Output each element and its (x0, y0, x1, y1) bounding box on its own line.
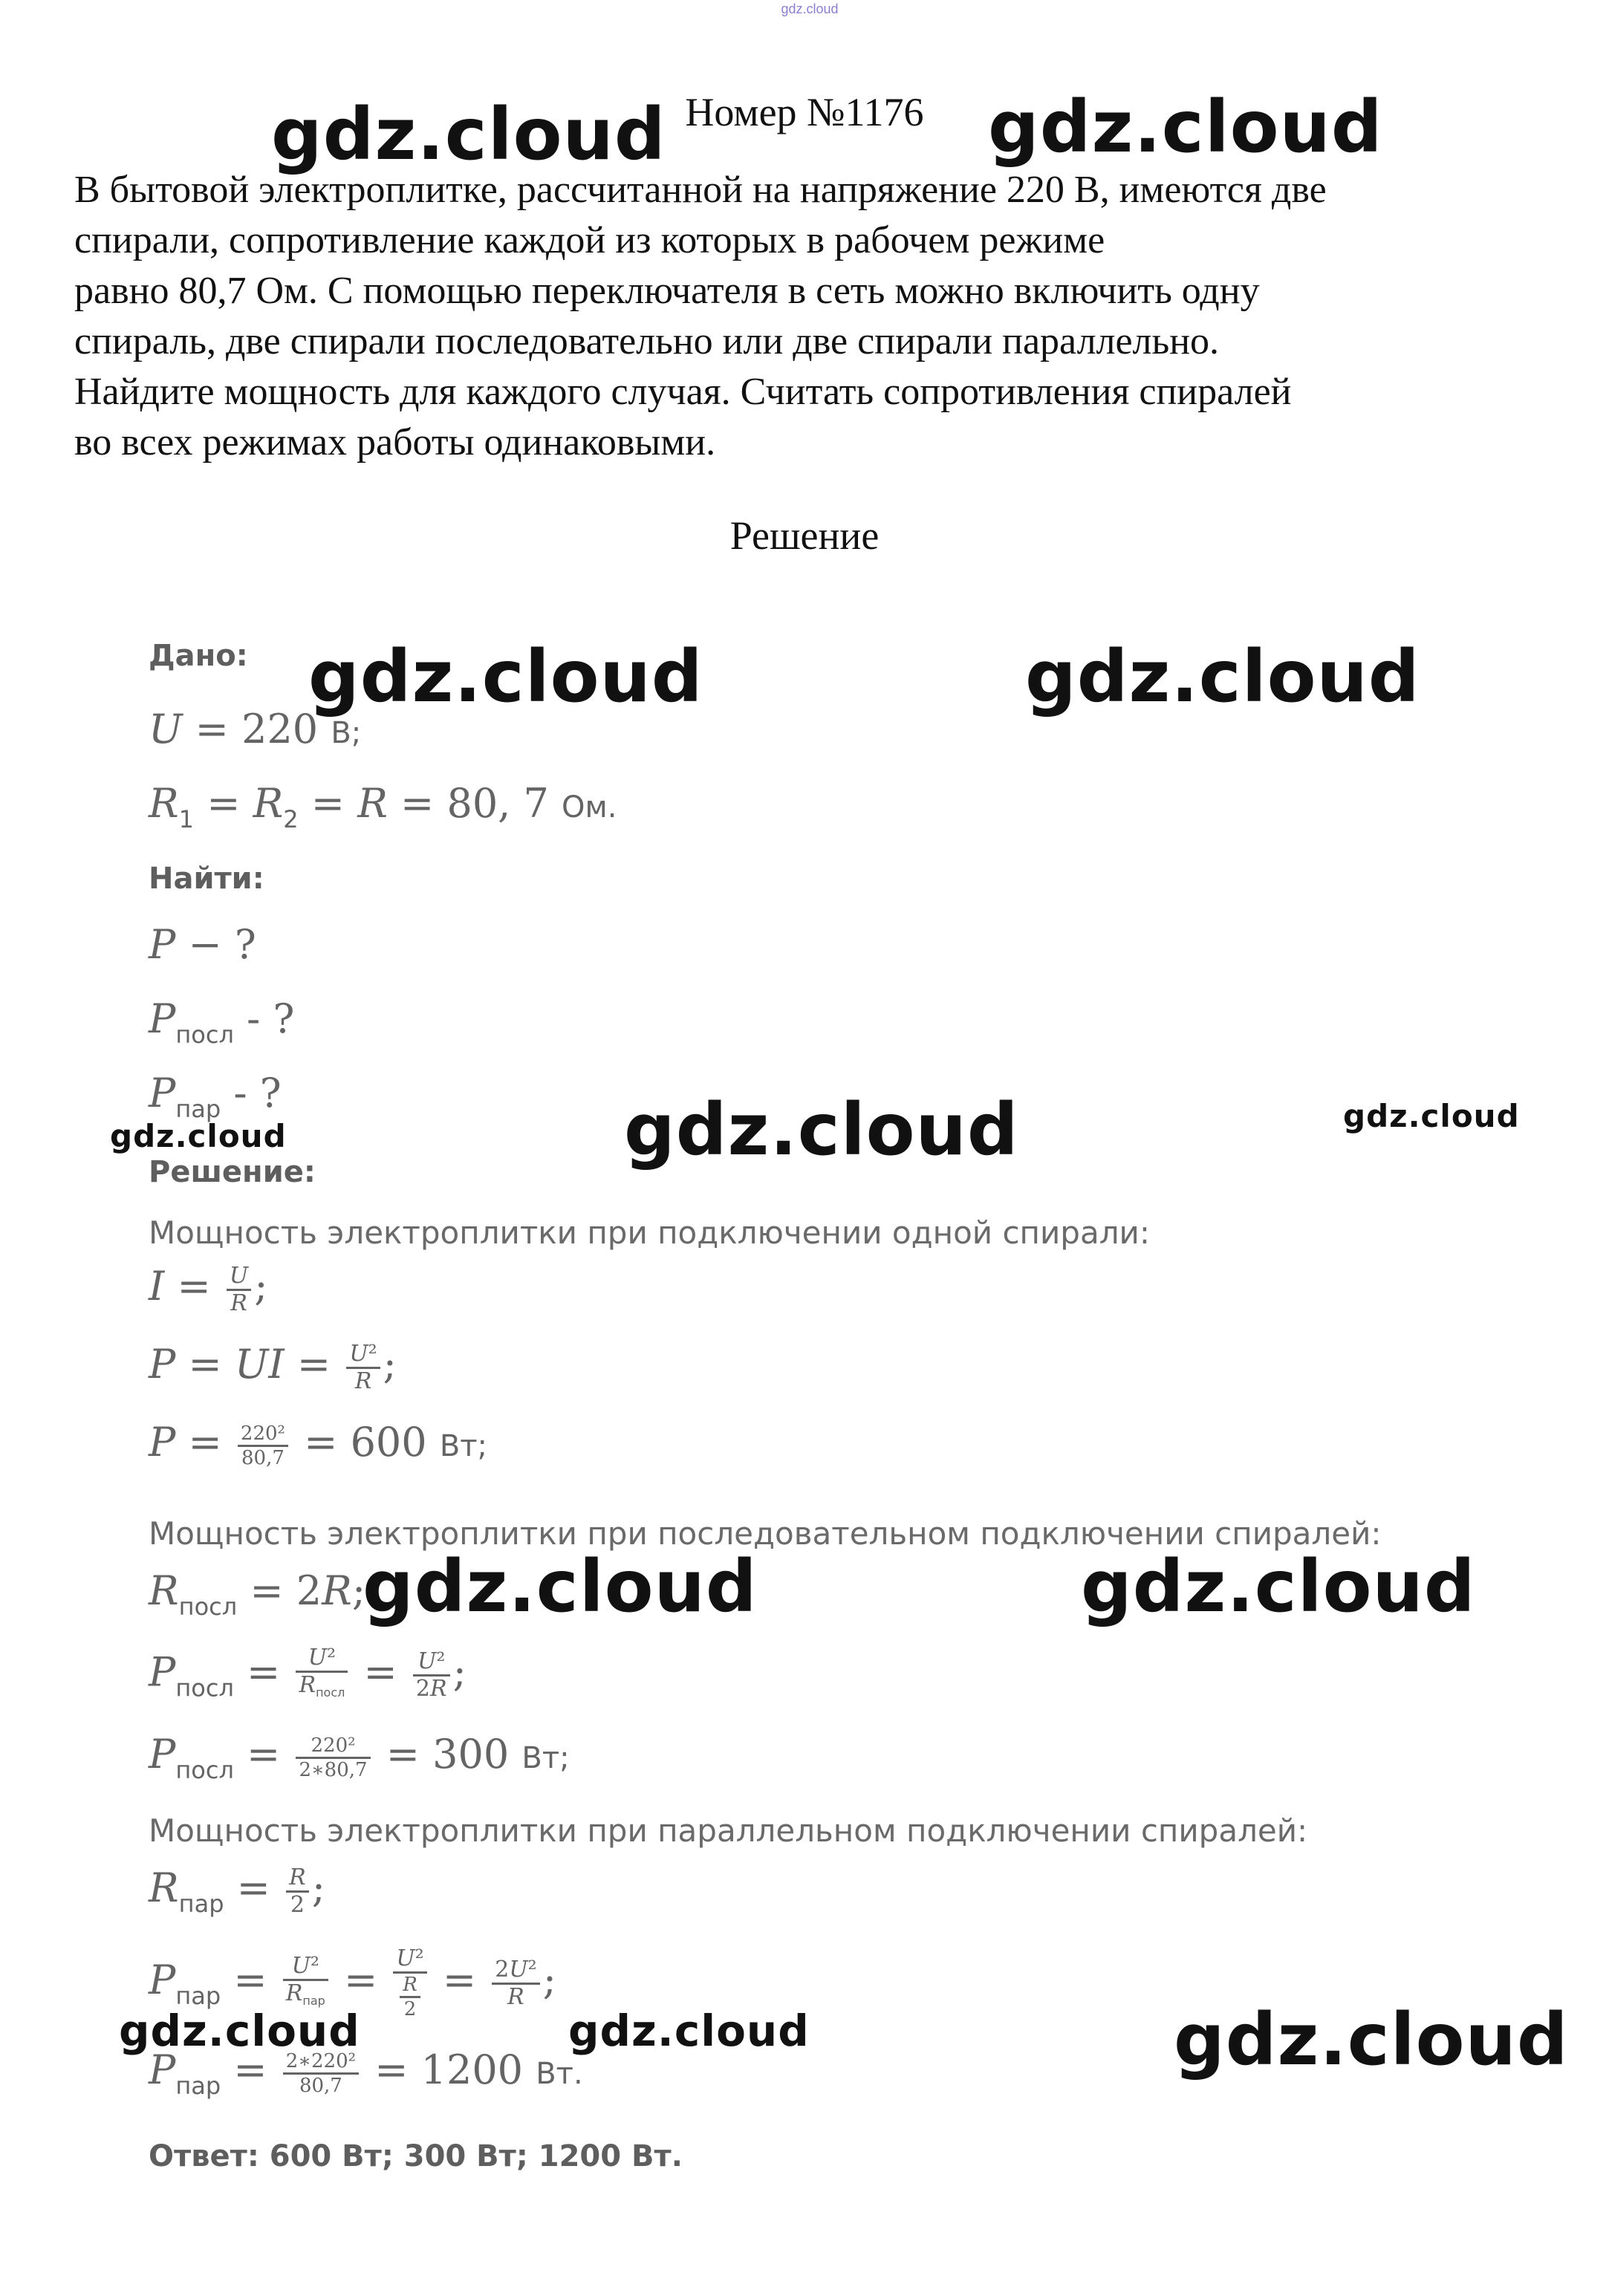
watermark: gdz.cloud (119, 2006, 360, 2056)
formula-current: I = $\frac{U}{R}$ ; (149, 1262, 268, 1316)
solution-label: Решение: (149, 1155, 316, 1189)
formula-power-single: P = $\frac{\text{220²}}{80,7}$ = 600 Вт; (149, 1419, 488, 1469)
watermark: gdz.cloud (624, 1088, 1019, 1171)
watermark: gdz.cloud (308, 635, 703, 718)
formula-P-series-value: $P_{посл}$ = $\frac{\text{220²}}{2∗80,7}$ = 300 Вт; (149, 1731, 570, 1784)
text-single: Мощность электроплитки при подключении одной спирали: (149, 1214, 1150, 1251)
given-label: Дано: (149, 639, 248, 673)
find-label: Найти: (149, 862, 264, 896)
watermark: gdz.cloud (1343, 1098, 1520, 1134)
problem-line: спираль, две спирали последовательно или две спирали параллельно. (74, 320, 1220, 362)
watermark: gdz.cloud (1174, 1998, 1569, 2081)
top-watermark: gdz.cloud (781, 1, 839, 16)
problem-text (74, 165, 1545, 468)
solution-heading: Решение (729, 513, 880, 558)
watermark: gdz.cloud (568, 2006, 810, 2056)
watermark: gdz.cloud (988, 85, 1383, 169)
problem-line: во всех режимах работы одинаковыми. (74, 421, 716, 464)
problem-line: равно 80,7 Ом. С помощью переключателя в сеть можно включить одну (74, 270, 1260, 312)
formula-P-parallel: $P_{пар}$ = $\frac{\text{U²}}{R_{пар}}$ = $\frac{\text{U²}}{\frac{R}{2}}$ = $\frac{\text{2U²}}{R}$ ; (149, 1945, 556, 2020)
problem-title: Номер №1176 (685, 90, 924, 134)
formula-R-series: $R_{посл} = 2R$; (149, 1567, 366, 1621)
problem-line: спирали, сопротивление каждой из которых в рабочем режиме (74, 219, 1105, 261)
watermark: gdz.cloud (1081, 1545, 1476, 1628)
text-series: Мощность электроплитки при последовательном подключении спиралей: (149, 1515, 1382, 1552)
problem-line: Найдите мощность для каждого случая. Считать сопротивления спиралей (74, 371, 1292, 413)
formula-P-parallel-value: $P_{пар}$ = $\frac{\text{2∗220²}}{80,7}$ = 1200 Вт. (149, 2046, 583, 2100)
formula-P-series: $P_{посл}$ = $\frac{\text{U²}}{R_{посл}}$ = $\frac{\text{U²}}{2R}$ ; (149, 1645, 467, 1703)
watermark: gdz.cloud (1025, 635, 1420, 718)
watermark: gdz.cloud (363, 1545, 758, 1628)
watermark: gdz.cloud (271, 93, 666, 176)
text-parallel: Мощность электроплитки при параллельном подключении спиралей: (149, 1812, 1308, 1849)
problem-line: В бытовой электроплитке, рассчитанной на напряжение 220 В, имеются две (74, 169, 1327, 211)
find-P: P − ? (149, 921, 256, 968)
find-P-series: $P_{посл}$ - ? (149, 995, 295, 1049)
answer: Ответ: 600 Вт; 300 Вт; 1200 Вт. (149, 2139, 683, 2173)
watermark: gdz.cloud (110, 1118, 287, 1154)
given-voltage: U = 220 В; (149, 706, 362, 752)
formula-power: P = UI = $\frac{\text{U²}}{R}$ ; (149, 1340, 397, 1394)
given-resistance: $R_1 = R_2 = R = 80$, 7 Ом. (149, 780, 617, 833)
formula-R-parallel: $R_{пар}$ = $\frac{R}{2}$ ; (149, 1864, 325, 1918)
find-P-parallel: $P_{пар}$ - ? (149, 1070, 282, 1123)
